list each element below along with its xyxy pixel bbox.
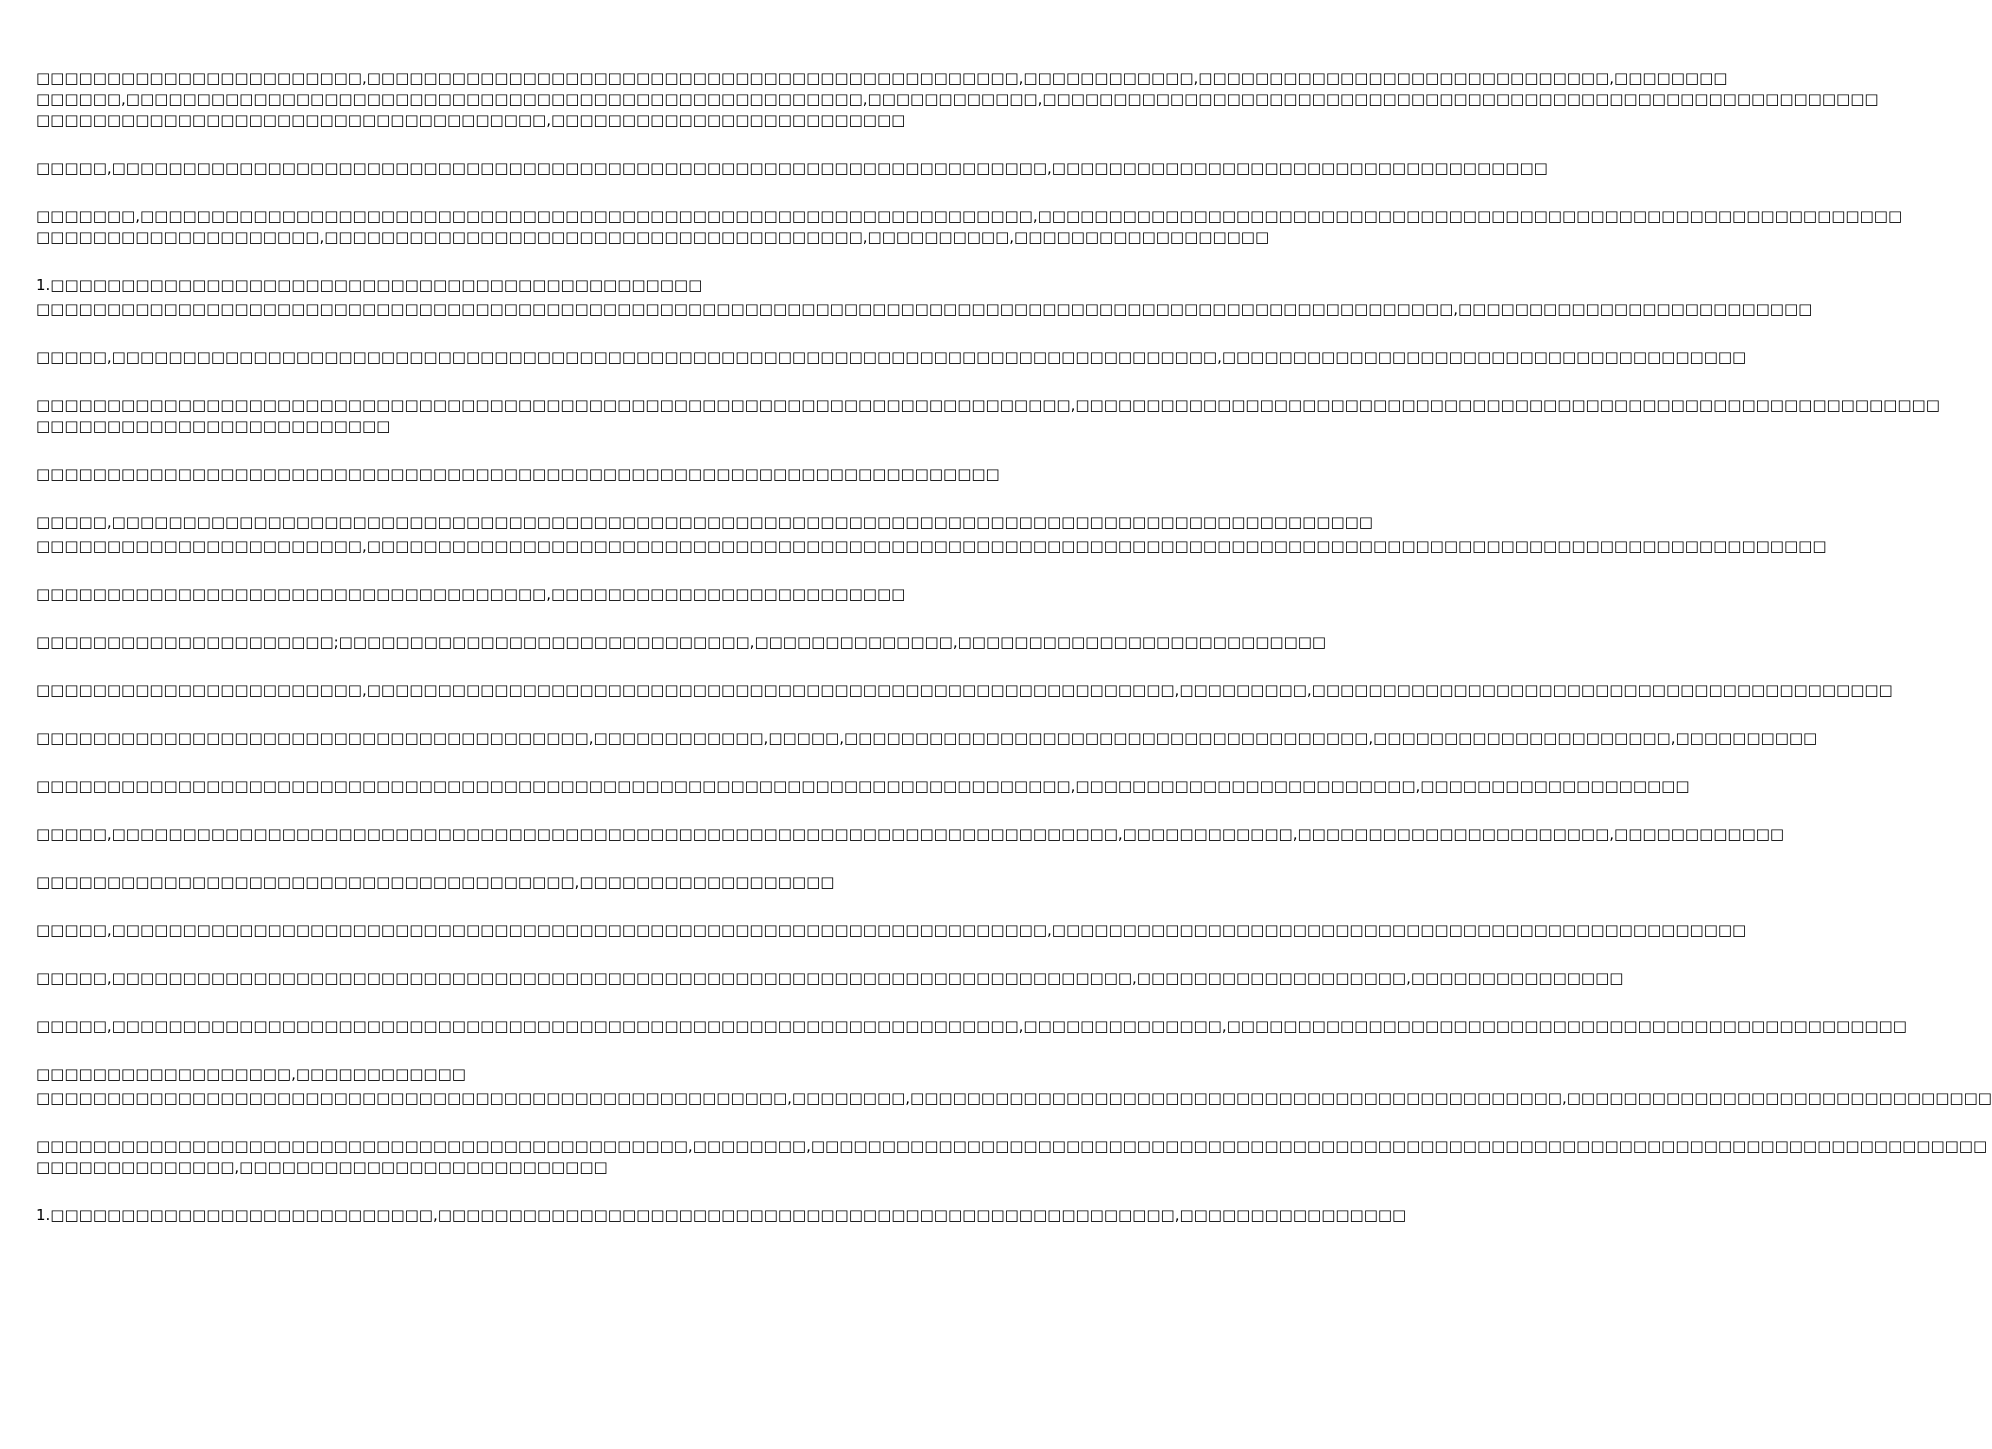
paragraph (36, 920, 1747, 941)
paragraph (36, 395, 1940, 437)
paragraph (36, 1064, 989, 1085)
paragraph (36, 872, 989, 893)
text-line: □□□□□□□□□□□□□□□□□□□□□□□,□□□□□□□□□□□□□□□□□□□□□□□□□□□□□□□□□□□□□□□□□□□□□□□□□□□□□□□□□,□□□□□□□□□,□□□□□□□□□□□□□□□□□□□□□□□□□□□□□□□□□□□□□□□□□ (36, 681, 1893, 699)
text-line: □□□□□□□□□□□□□□□□□□□□□□□□□□□□□□□□□□□□□□□□□□□□□□□□□□□□□,□□□□□□□□,□□□□□□□□□□□□□□□□□□□□□□□□□□□□□□□□□□□□□□□□□□□□□□,□□□□□□□□□□□□□□□□□□□□□□□□□□□□□□ (36, 1089, 1992, 1107)
paragraph (36, 728, 1818, 749)
paragraph (36, 464, 1000, 485)
document-page (36, 68, 1992, 1253)
text-line: □□□□□□□□□□□□□□□□□□□□□□□□□□□□□□□□□□□□,□□□□□□□□□□□□□□□□□□□□□□□□□ (36, 585, 906, 603)
text-line: □□□□□□,□□□□□□□□□□□□□□□□□□□□□□□□□□□□□□□□□□□□□□□□□□□□□□□□□□□□,□□□□□□□□□□□□,□□□□□□□□□□□□□□□□□□□□□□□□□□□□□□□□□□□□□□□□□□□□□□□□□□□□□□□□□□□ (36, 90, 1879, 108)
paragraph (36, 776, 1690, 797)
text-line: □□□□□,□□□□□□□□□□□□□□□□□□□□□□□□□□□□□□□□□□□□□□□□□□□□□□□□□□□□□□□□□□□□□□□□□□□□□□□□,□□□□□□□□□□□□□□□□□□□,□□□□□□□□□□□□□□□ (36, 969, 1624, 987)
text-line: □□□□□□□□□□□□□□□□□□□□□□□□□□□□□□□□□□□□□□□□□□□□□□,□□□□□□□□,□□□□□□□□□□□□□□□□□□□□□□□□□□□□□□□□□□□□□□□□□□□□□□□□□□□□□□□□□□□□□□□□□□□□□□□□□□□□□□□□□□□ (36, 1137, 1988, 1155)
text-line: □□□□□,□□□□□□□□□□□□□□□□□□□□□□□□□□□□□□□□□□□□□□□□□□□□□□□□□□□□□□□□□□□□□□□□□□,□□□□□□□□□□□□□□□□□□□□□□□□□□□□□□□□□□□ (36, 159, 1548, 177)
paragraph (36, 536, 1827, 557)
text-line: □□□□□,□□□□□□□□□□□□□□□□□□□□□□□□□□□□□□□□□□□□□□□□□□□□□□□□□□□□□□□□□□□□□□□□□□□□□□□□□□□□□□,□□□□□□□□□□□□□□□□□□□□□□□□□□□□□□□□□□□□□ (36, 348, 1747, 366)
paragraph (36, 512, 1373, 533)
paragraph (36, 347, 1747, 368)
text-line: □□□□□□□□□□□□□□□□□□□□□□□,□□□□□□□□□□□□□□□□□□□□□□□□□□□□□□□□□□□□□□□□□□□□□□□□□□□□□□□□□□□□□□□□□□□□□□□□□□□□□□□□□□□□□□□□□□□□□□□□□□□□□□□ (36, 537, 1827, 555)
paragraph (36, 68, 1879, 131)
paragraph (36, 1205, 1407, 1226)
paragraph (36, 299, 1813, 320)
text-line: 1.□□□□□□□□□□□□□□□□□□□□□□□□□□□,□□□□□□□□□□□□□□□□□□□□□□□□□□□□□□□□□□□□□□□□□□□□□□□□□□□□,□□□□□□□□□□□□□□□□ (36, 1206, 1407, 1224)
paragraph (36, 206, 1903, 248)
text-line: □□□□□□□□□□□□□□□□□□□□□□□□□ (36, 417, 391, 435)
paragraph (36, 1136, 1988, 1178)
text-line: □□□□□□□□□□□□□□□□□□□□□□□□□□□□□□□□□□□□□□,□□□□□□□□□□□□□□□□□□ (36, 873, 835, 891)
paragraph (36, 158, 1548, 179)
text-line: □□□□□□□□□□□□□□,□□□□□□□□□□□□□□□□□□□□□□□□□□ (36, 1158, 608, 1176)
paragraph (36, 1088, 1992, 1109)
paragraph (36, 275, 989, 296)
text-line: □□□□□□□□□□□□□□□□□□□□□□□,□□□□□□□□□□□□□□□□□□□□□□□□□□□□□□□□□□□□□□□□□□□□□□,□□□□□□□□□□□□,□□□□□□□□□□□□□□□□□□□□□□□□□□□□□,□□□□□□□□ (36, 69, 1728, 87)
text-line: □□□□□□□□□□□□□□□□□□,□□□□□□□□□□□□ (36, 1065, 466, 1083)
text-line: □□□□□,□□□□□□□□□□□□□□□□□□□□□□□□□□□□□□□□□□□□□□□□□□□□□□□□□□□□□□□□□□□□□□□□□□□□□□□,□□□□□□□□□□□□,□□□□□□□□□□□□□□□□□□□□□□,□□□□□□□□□□□□ (36, 825, 1785, 843)
paragraph (36, 632, 1327, 653)
text-line: □□□□□□□□□□□□□□□□□□□□□□□□□□□□□□□□□□□□□□□□□□□□□□□□□□□□□□□□□□□□□□□□□□□□□□□□□,□□□□□□□□□□□□□□□□□□□□□□□□,□□□□□□□□□□□□□□□□□□□ (36, 777, 1690, 795)
paragraph (36, 680, 1893, 701)
paragraph (36, 1016, 1907, 1037)
text-line: □□□□□□□□□□□□□□□□□□□□□□□□□□□□□□□□□□□□□□□□□□□□□□□□□□□□□□□□□□□□□□□□□□□□□□□□□,□□□□□□□□□□□□□□□□□□□□□□□□□□□□□□□□□□□□□□□□□□□□□□□□□□□□□□□□□□□□□ (36, 396, 1940, 414)
text-line: □□□□□□□,□□□□□□□□□□□□□□□□□□□□□□□□□□□□□□□□□□□□□□□□□□□□□□□□□□□□□□□□□□□□□□□,□□□□□□□□□□□□□□□□□□□□□□□□□□□□□□□□□□□□□□□□□□□□□□□□□□□□□□□□□□□□□ (36, 207, 1903, 225)
text-line: □□□□□□□□□□□□□□□□□□□□,□□□□□□□□□□□□□□□□□□□□□□□□□□□□□□□□□□□□□□,□□□□□□□□□□,□□□□□□□□□□□□□□□□□□ (36, 228, 1270, 246)
text-line: □□□□□,□□□□□□□□□□□□□□□□□□□□□□□□□□□□□□□□□□□□□□□□□□□□□□□□□□□□□□□□□□□□□□□□,□□□□□□□□□□□□□□,□□□□□□□□□□□□□□□□□□□□□□□□□□□□□□□□□□□□□□□□□□□□□□□□ (36, 1017, 1907, 1035)
text-line: □□□□□□□□□□□□□□□□□□□□□□□□□□□□□□□□□□□□,□□□□□□□□□□□□□□□□□□□□□□□□□ (36, 111, 906, 129)
paragraph (36, 824, 1785, 845)
paragraph (36, 968, 1624, 989)
paragraph (36, 584, 989, 605)
text-line: □□□□□□□□□□□□□□□□□□□□□□□□□□□□□□□□□□□□□□□,□□□□□□□□□□□□,□□□□□,□□□□□□□□□□□□□□□□□□□□□□□□□□□□□□□□□□□□□,□□□□□□□□□□□□□□□□□□□□□,□□□□□□□□□□ (36, 729, 1818, 747)
text-line: □□□□□,□□□□□□□□□□□□□□□□□□□□□□□□□□□□□□□□□□□□□□□□□□□□□□□□□□□□□□□□□□□□□□□□□□□□□□□□□□□□□□□□□□□□□□□□□ (36, 513, 1373, 531)
text-line: □□□□□□□□□□□□□□□□□□□□□□□□□□□□□□□□□□□□□□□□□□□□□□□□□□□□□□□□□□□□□□□□□□□□ (36, 465, 1000, 483)
text-line: 1.□□□□□□□□□□□□□□□□□□□□□□□□□□□□□□□□□□□□□□□□□□□□□□ (36, 276, 703, 294)
text-line: □□□□□,□□□□□□□□□□□□□□□□□□□□□□□□□□□□□□□□□□□□□□□□□□□□□□□□□□□□□□□□□□□□□□□□□□,□□□□□□□□□□□□□□□□□□□□□□□□□□□□□□□□□□□□□□□□□□□□□□□□□ (36, 921, 1747, 939)
text-line: □□□□□□□□□□□□□□□□□□□□□□□□□□□□□□□□□□□□□□□□□□□□□□□□□□□□□□□□□□□□□□□□□□□□□□□□□□□□□□□□□□□□□□□□□□□□□□□□□□□□,□□□□□□□□□□□□□□□□□□□□□□□□□ (36, 300, 1813, 318)
text-line: □□□□□□□□□□□□□□□□□□□□□;□□□□□□□□□□□□□□□□□□□□□□□□□□□□□,□□□□□□□□□□□□□□,□□□□□□□□□□□□□□□□□□□□□□□□□□ (36, 633, 1327, 651)
